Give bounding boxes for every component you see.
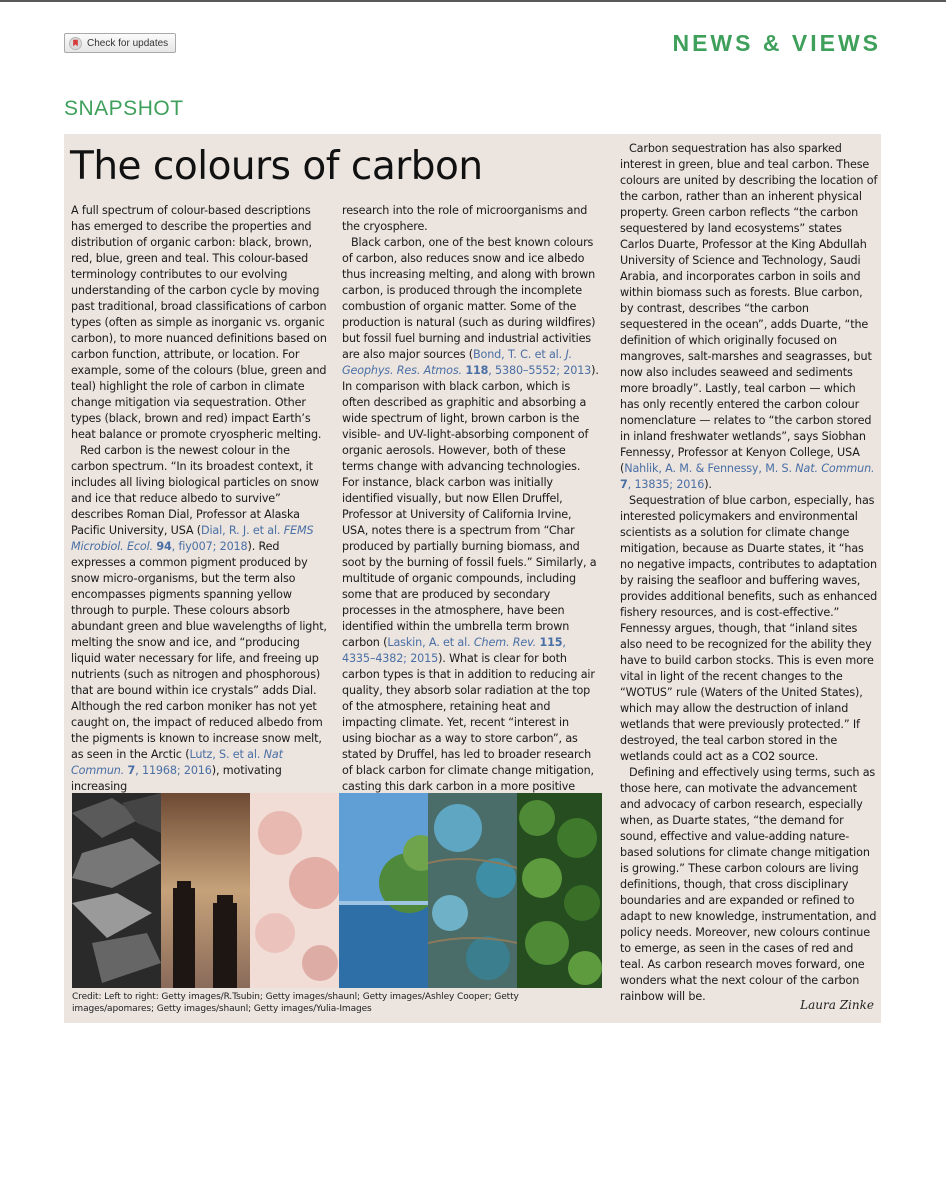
carbon-colours-image-strip: [72, 793, 602, 988]
paragraph: Defining and effectively using terms, such as those here, can motivate the advancement and advocacy of carbon research, especially when, as Duarte states, “the demand for sound, effective and value-adding nature-based solutions for climate change mitigation is growing.” These carbon colours are living definitions, though, that cross disciplinary boundaries and are expanded or refined to adapt to new knowledge, instrumentation, and policy needs. Moreover, new colours continue to emerge, as seen in the cases of red and teal. As carbon research moves forward, one wonders what the next colour of the carbon rainbow will be.: [620, 766, 877, 1003]
paragraph: research into the role of microorganisms and the cryosphere.: [342, 204, 588, 233]
image-credit: Credit: Left to right: Getty images/R.Tsubin; Getty images/shaunl; Getty images/Ashley Cooper; Getty images/apomares; Getty images/shaunl; Getty images/Yulia-Images: [72, 992, 519, 1014]
blue-carbon-photo: [339, 793, 428, 988]
crossmark-icon: [69, 37, 82, 50]
reference-link[interactable]: Lutz, S. et al. Nat Commun. 7, 11968; 2016: [71, 748, 283, 777]
author-name: Laura Zinke: [800, 998, 874, 1012]
kicker-label: SNAPSHOT: [64, 97, 184, 120]
teal-carbon-photo: [428, 793, 517, 988]
paragraph: Red carbon is the newest colour in the carbon spectrum. “In its broadest context, it includes all living biological particles on snow and ice that reduce albedo to survive” describes Roman Dial, Professor at Alaska Pacific University, USA (Dial, R. J. et al. FEMS Microbiol. Ecol. 94, fiy007; 2018). Red expresses a common pigment produced by snow micro-organisms, but the term also encompasses pigments spanning yellow through to purple. These colours absorb abundant green and blue wavelengths of light, melting the snow and ice, and “producing liquid water necessary for life, and freeing up nutrients (such as nitrogen and phosphorous) that are bound within ice crystals” adds Dial. Although the red carbon moniker has not yet caught on, the impact of reduced albedo from the pigments is known to increase snow melt, as seen in the Arctic (Lutz, S. et al. Nat Commun. 7, 11968; 2016), motivating increasing: [71, 444, 327, 793]
paragraph: Black carbon, one of the best known colours of carbon, also reduces snow and ice albedo thus increasing melting, and along with brown carbon, is produced through the incomplete combustion of organic matter. Some of the production is natural (such as during wildfires) but fossil fuel burning and industrial activities are also major sources (Bond, T. C. et al. J. Geophys. Res. Atmos. 118, 5380–5552; 2013). In comparison with black carbon, which is often described as graphitic and absorbing a wide spectrum of light, brown carbon is the visible- and UV-light-absorbing component of organic aerosols. However, both of these terms change with advancing technologies. For instance, black carbon was initially identified visually, but now Ellen Druffel, Professor at University of California Irvine, USA, notes there is a spectrum from “Char produced by partially burning biomass, and soot by the burning of fossil fuels.” Similarly, a multitude of organic compounds, including some that are produced by secondary processes in the atmosphere, have been identified within the umbrella term brown carbon (Laskin, A. et al. Chem. Rev. 115, 4335–4382; 2015). What is clear for both carbon types is that in addition to reducing air quality, they absorb solar radiation at the top of the atmosphere, retaining heat and impacting climate. Yet, recent “interest in using biochar as a way to store carbon”, as stated by Druffel, has led to broader research of black carbon for climate change mitigation, casting this dark carbon in a more positive: [342, 236, 599, 793]
red-carbon-photo: [250, 793, 339, 988]
check-for-updates-button[interactable]: [64, 33, 176, 53]
brown-carbon-photo: [161, 793, 250, 988]
reference-link[interactable]: Laskin, A. et al. Chem. Rev. 115, 4335–4382; 2015: [342, 636, 566, 665]
paragraph: A full spectrum of colour-based descriptions has emerged to describe the properties and distribution of organic carbon: black, brown, red, blue, green and teal. This colour-based terminology contributes to our evolving understanding of the carbon cycle by moving past traditional, broad classifications of carbon types (often as simple as inorganic vs. organic carbon), to more nuanced definitions based on carbon function, attribute, or location. For example, some of the colours (blue, green and teal) highlight the role of carbon in climate change mitigation via sequestration. Other types (black, brown and red) impact Earth’s heat balance or promote cryospheric melting.: [71, 204, 327, 441]
reference-link[interactable]: Nahlik, A. M. & Fennessy, M. S. Nat. Commun. 7, 13835; 2016: [620, 462, 875, 491]
column-1: [71, 203, 328, 795]
check-for-updates-label: Check for updates: [87, 37, 169, 49]
column-3: [620, 141, 878, 1005]
top-rule: [0, 0, 946, 2]
column-2: [342, 203, 600, 811]
paragraph: Sequestration of blue carbon, especially, has interested policymakers and environmental scientists as a solution for climate change mitigation, because as Duarte states, it “has no negative impacts, contributes to adaptation by raising the seafloor and buffering waves, provides additional benefits, such as enhanced fishery resources, and is cost-effective.” Fennessy argues, though, that “inland sites also need to be recognized for the ability they have to build carbon stocks. This is even more vital in light of the recent changes to the “WOTUS” rule (Waters of the United States), which may allow the destruction of inland wetlands that were previously protected.” If destroyed, the teal carbon stored in the wetlands could act as a CO2 source.: [620, 494, 878, 763]
paragraph: Carbon sequestration has also sparked interest in green, blue and teal carbon. These colours are united by describing the location of the carbon, rather than an inherent physical property. Green carbon reflects “the carbon sequestered by land ecosystems” states Carlos Duarte, Professor at the King Abdullah University of Science and Technology, Saudi Arabia, and incorporates carbon in soils and within biomass such as forests. Blue carbon, by contrast, describes “the carbon sequestered in the ocean”, adds Duarte, “the definition of which originally focused on mangroves, salt-marshes and seagrasses, but now also includes seaweed and sediments more broadly”. Lastly, teal carbon — which has only recently entered the carbon colour nomenclature — relates to “the carbon stored in inland freshwater wetlands”, says Siobhan Fennessy, Professor at Kenyon College, USA (Nahlik, A. M. & Fennessy, M. S. Nat. Commun. 7, 13835; 2016).: [620, 142, 878, 491]
article-title: The colours of carbon: [70, 144, 483, 189]
reference-link[interactable]: Bond, T. C. et al. J. Geophys. Res. Atmos. 118, 5380–5552; 2013: [342, 348, 592, 377]
green-carbon-photo: [517, 793, 602, 988]
reference-link[interactable]: Dial, R. J. et al. FEMS Microbiol. Ecol. 94, fiy007; 2018: [71, 524, 314, 553]
black-carbon-photo: [72, 793, 161, 988]
section-label: NEWS & VIEWS: [672, 30, 881, 56]
